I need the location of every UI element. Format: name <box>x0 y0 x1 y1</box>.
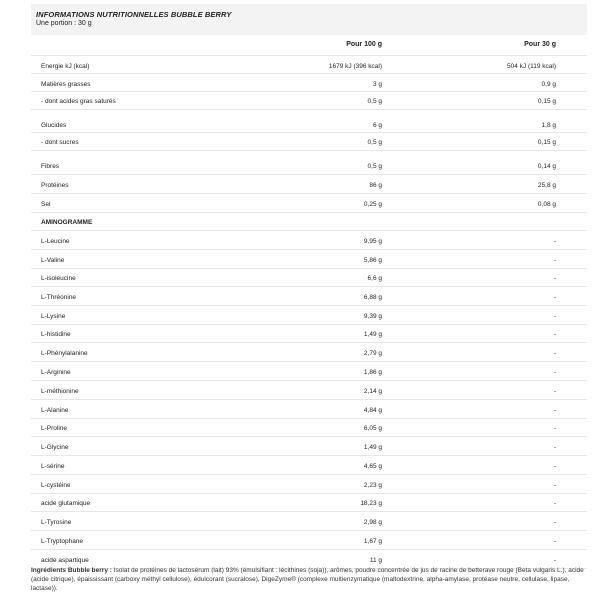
value-per-100g: 6,88 g <box>363 294 382 301</box>
row-divider <box>31 455 587 456</box>
value-per-100g: 6 g <box>372 122 382 129</box>
table-row <box>31 556 587 566</box>
table-row <box>31 256 587 266</box>
row-divider <box>31 268 587 269</box>
row-divider <box>31 549 587 550</box>
row-divider <box>31 286 587 287</box>
row-divider <box>31 493 587 494</box>
row-label: L-Thréonine <box>41 294 77 301</box>
row-divider <box>31 212 587 213</box>
value-per-30g: - <box>553 538 556 545</box>
row-divider <box>31 55 587 56</box>
value-per-30g: 0,15 g <box>537 139 556 146</box>
value-per-100g: 86 g <box>369 182 382 189</box>
table-row <box>31 443 587 453</box>
row-label: Energie kJ (kcal) <box>41 63 90 70</box>
row-divider <box>31 361 587 362</box>
value-per-30g: - <box>553 369 556 376</box>
table-row <box>31 368 587 378</box>
row-divider <box>31 324 587 325</box>
row-divider <box>31 436 587 437</box>
row-divider <box>31 342 587 343</box>
table-row <box>31 387 587 397</box>
row-divider <box>31 380 587 381</box>
value-per-100g: 0,5 g <box>367 139 382 146</box>
row-divider <box>31 150 587 151</box>
row-label: L-Tryptophane <box>41 538 84 545</box>
value-per-30g: - <box>553 519 556 526</box>
row-label: acide glutamique <box>41 500 91 507</box>
row-label: Protéines <box>41 182 69 189</box>
value-per-100g: 9,39 g <box>363 313 382 320</box>
row-label: Fibres <box>41 163 60 170</box>
value-per-100g: 1,67 g <box>363 538 382 545</box>
row-label: Glucides <box>41 122 67 129</box>
nutrition-header <box>31 4 587 35</box>
value-per-30g: 1,8 g <box>541 122 556 129</box>
row-divider <box>31 474 587 475</box>
table-row <box>31 518 587 528</box>
table-row <box>31 181 587 191</box>
table-row <box>31 537 587 547</box>
table-title: INFORMATIONS NUTRITIONNELLES BUBBLE BERRY <box>36 10 232 19</box>
column-header-per-30g: Pour 30 g <box>524 41 556 48</box>
row-divider <box>31 530 587 531</box>
value-per-30g: 0,15 g <box>537 98 556 105</box>
value-per-30g: 25,8 g <box>537 182 556 189</box>
value-per-100g: 2,98 g <box>363 519 382 526</box>
value-per-100g: 11 g <box>369 557 382 564</box>
value-per-100g: 0,25 g <box>363 201 382 208</box>
ingredients-list: Isolat de protéines de lactosérum (lait) 93% (émulsifiant : lécithines (soja)), arômes, poudre concentrée de jus de racine de betterave rouge (Beta vulgaris L.), acide (acide citrique), épaississant (carboxy méthyl cellulose), édulcorant (sucralose), DigeZyme® (complexe multienzymatique (maltodextrine, alpha-amylase, protéase neutre, cellulase, lipase, lactase)). <box>31 567 584 592</box>
value-per-30g: - <box>553 463 556 470</box>
value-per-30g: - <box>553 257 556 264</box>
row-label: L-méthionine <box>41 388 79 395</box>
row-divider <box>31 511 587 512</box>
table-row <box>31 97 587 107</box>
portion-size: Une portion : 30 g <box>36 20 92 27</box>
table-row <box>31 312 587 322</box>
value-per-100g: 0,5 g <box>367 163 382 170</box>
value-per-100g: 1,49 g <box>363 331 382 338</box>
row-label: Sel <box>41 201 51 208</box>
value-per-100g: 3 g <box>372 81 382 88</box>
row-label: L-Phénylalanine <box>41 350 88 357</box>
row-divider <box>31 132 587 133</box>
value-per-100g: 4,84 g <box>363 407 382 414</box>
value-per-100g: 6,05 g <box>363 425 382 432</box>
value-per-30g: 0,08 g <box>537 201 556 208</box>
value-per-100g: 2,79 g <box>363 350 382 357</box>
value-per-30g: - <box>553 294 556 301</box>
value-per-100g: 1679 kJ (396 kcal) <box>328 63 382 70</box>
value-per-30g: - <box>553 407 556 414</box>
row-label: L-Glycine <box>41 444 69 451</box>
row-label: L-histidine <box>41 331 71 338</box>
value-per-30g: - <box>553 482 556 489</box>
row-divider <box>31 73 587 74</box>
column-header-per-100g: Pour 100 g <box>346 41 382 48</box>
row-label: - dont acides gras saturés <box>41 98 116 105</box>
row-divider <box>31 109 587 110</box>
value-per-30g: 504 kJ (119 kcal) <box>506 63 556 70</box>
row-label: L-cystéine <box>41 482 71 489</box>
row-label: L-Proline <box>41 425 68 432</box>
table-row <box>31 293 587 303</box>
value-per-30g: - <box>553 388 556 395</box>
value-per-30g: - <box>553 275 556 282</box>
table-row <box>31 121 587 131</box>
value-per-30g: - <box>553 331 556 338</box>
value-per-100g: 9,95 g <box>363 238 382 245</box>
value-per-100g: 0,5 g <box>367 98 382 105</box>
ingredients-label: Ingrédients Bubble berry : <box>31 567 112 574</box>
table-row <box>31 200 587 210</box>
value-per-30g: 0,14 g <box>537 163 556 170</box>
table-row <box>31 481 587 491</box>
table-row <box>31 237 587 247</box>
row-divider <box>31 249 587 250</box>
row-label: L-sérine <box>41 463 65 470</box>
value-per-30g: - <box>553 444 556 451</box>
value-per-30g: - <box>553 238 556 245</box>
row-label: L-Leucine <box>41 238 70 245</box>
row-label: L-Valine <box>41 257 65 264</box>
row-divider <box>31 193 587 194</box>
value-per-30g: 0,9 g <box>541 81 556 88</box>
value-per-100g: 2,14 g <box>363 388 382 395</box>
row-label: L-Alanine <box>41 407 69 414</box>
table-row <box>31 462 587 472</box>
value-per-30g: - <box>553 350 556 357</box>
row-divider <box>31 418 587 419</box>
table-row <box>31 330 587 340</box>
value-per-100g: 5,86 g <box>363 257 382 264</box>
table-row <box>31 80 587 90</box>
row-divider <box>31 91 587 92</box>
value-per-100g: 6,6 g <box>367 275 382 282</box>
table-row <box>31 62 587 72</box>
row-label: L-Tyrosine <box>41 519 72 526</box>
ingredients-text <box>31 566 587 593</box>
row-label: L-Arginine <box>41 369 71 376</box>
value-per-100g: 4,65 g <box>363 463 382 470</box>
value-per-100g: 2,23 g <box>363 482 382 489</box>
table-row <box>31 274 587 284</box>
value-per-30g: - <box>553 313 556 320</box>
table-row <box>31 162 587 172</box>
row-divider <box>31 305 587 306</box>
value-per-100g: 1,86 g <box>363 369 382 376</box>
table-row <box>31 424 587 434</box>
value-per-100g: 1,49 g <box>363 444 382 451</box>
value-per-30g: - <box>553 500 556 507</box>
table-row <box>31 349 587 359</box>
value-per-30g: - <box>553 425 556 432</box>
row-divider <box>31 399 587 400</box>
value-per-100g: 18,23 g <box>360 500 382 507</box>
row-label: Matières grasses <box>41 81 91 88</box>
row-divider <box>31 174 587 175</box>
row-divider <box>31 230 587 231</box>
table-row <box>31 406 587 416</box>
table-row <box>31 138 587 148</box>
row-label: L-Lysine <box>41 313 66 320</box>
row-label: - dont sucres <box>41 139 79 146</box>
row-label: L-isoleucine <box>41 275 76 282</box>
row-label: acide aspartique <box>41 557 89 564</box>
table-row <box>31 499 587 509</box>
value-per-30g: - <box>553 557 556 564</box>
aminogram-title: AMINOGRAMME <box>41 219 93 226</box>
